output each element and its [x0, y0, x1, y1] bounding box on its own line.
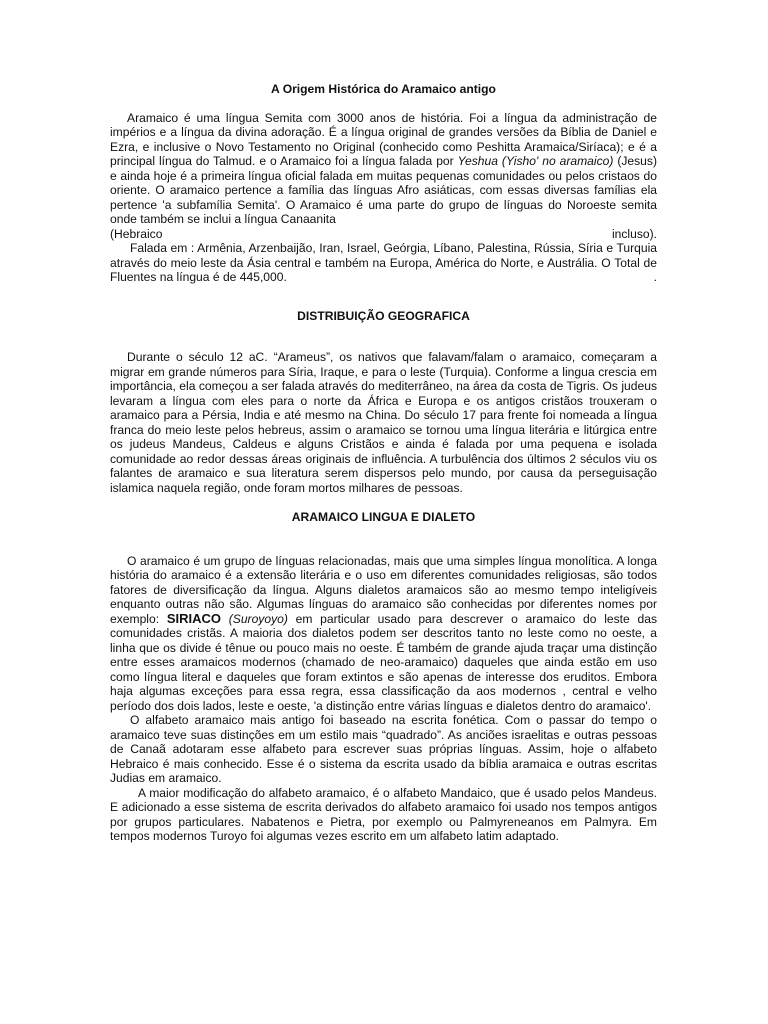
intro-text-2: (Jesus) e ainda hoje é a primeira língua oficial falada em muitas pequenas comunidades ou pelos cristaos do oriente. O aramaico pertence a família das línguas Afro asiáticas, com essas diversas famílias ela pertence 'a subfamília Semita'. O Aramaico é uma parte do grupo de línguas do Noroeste semita onde também se inclui a língua Canaanita — [110, 154, 657, 226]
paragraph-falada-em: Falada em : Armênia, Arzenbaijão, Iran, Israel, Geórgia, Líbano, Palestina, Rússia, Síria e Turquia através do meio leste da Ásia central e também na Europa, América do Norte, e Austrália. O Total de Fluentes na língua é de 445,000. — [110, 241, 657, 284]
heading-origem: A Origem Histórica do Aramaico antigo — [271, 82, 496, 96]
hebraico-right: incluso). — [611, 226, 657, 241]
grupo-text-2: em particular usado para descrever o aramaico do leste das comunidades cristãs. A maioria dos dialetos podem ser descritos tanto no leste como no oeste, a linha que os divide é tênue ou pouco mais no oeste. É também de grande ajuda traçar uma distinção entre esses aramaicos modernos (chamado de neo-aramaico) daqueles que ainda estão em uso como língua literal e daqueles que foram extintos e são apenas de interesse dos eruditos. Embora haja algumas exceções para essa regra, essa classificação da aos modernos , central e velho período dos dois lados, leste e oeste, 'a distinção entre várias línguas e dialetos dentro do aramaico'. — [110, 611, 657, 713]
paragraph-grupo-linguas — [110, 554, 657, 714]
hebraico-left: (Hebraico — [110, 226, 163, 241]
document-page — [110, 82, 657, 844]
paragraph-hebraico-line — [110, 227, 657, 242]
falada-trailing-dot: . — [653, 270, 657, 284]
paragraph-aramaico-intro — [110, 111, 657, 227]
paragraph-falada-wrap — [110, 241, 657, 285]
intro-yeshua-italic: Yeshua (Yisho' no aramaico) — [457, 154, 614, 168]
heading-distribuicao: DISTRIBUIÇÃO GEOGRAFICA — [297, 308, 470, 323]
siriaco-bold: SIRIACO — [166, 610, 221, 626]
grupo-text-1: O aramaico é um grupo de línguas relacionadas, mais que uma simples língua monolítica. A longa história do aramaico é a extensão literária e o uso em diferentes comunidades religiosas, são todos fatores de diversificação da língua. Alguns dialetos aramaicos são ao mesmo tempo inteligíveis enquanto outras não são. Algumas línguas do aramaico são conhecidas por diferentes nomes por exemplo: — [110, 553, 657, 626]
paragraph-distribuicao: Durante o século 12 aC. “Arameus”, os nativos que falavam/falam o aramaico, começaram a migrar em grande números para Síria, Iraque, e para o leste (Turquia). Conforme a lingua crescia em importância, ela começou a ser falada através do mediterrâneo, na área da costa de Tigris. Os judeus levaram a língua com eles para o norte da África e Europa e os antigos cristãos trouxeram o aramaico para a Pérsia, India e até mesmo na China. Do século 17 para frente foi nomeada a língua franca do meio leste pelos hebreus, assim o aramaico se tornou uma língua literária e litúrgica entre os judeus Mandeus, Caldeus e alguns Cristãos e ainda é falada por uma pequena e isolada comunidade ao redor dessas áreas originais de influência. A turbulência dos últimos 2 séculos viu os falantes de aramaico e sua literatura serem dispersos pelo mundo, por causa da perseguisação islamica naquela região, onde foram mortos milhares de pessoas. — [110, 350, 657, 495]
paragraph-alfabeto: O alfabeto aramaico mais antigo foi baseado na escrita fonética. Com o passar do tempo o aramaico teve suas distinções em um estilo mais “quadrado”. As anciões israelitas e outras pessoas de Canaã adotaram esse alfabeto para escrever suas próprias línguas. Assim, hoje o alfabeto Hebraico é mais conhecido. Esse é o sistema da escrita usado da bíblia aramaica e outras escritas Judias em aramaico. — [110, 713, 657, 785]
intro-text-1: Aramaico é uma língua Semita com 3000 anos de história. Foi a língua da administração de impérios e a língua da divina adoração. É a língua original de grandes versões da Bíblia de Daniel e Ezra, e inclusive o Novo Testamento no Original (conhecido como Peshitta Aramaica/Siríaca); e é a principal língua do Talmud. e o Aramaico foi a língua falada por — [110, 110, 657, 168]
paragraph-mandaico: A maior modificação do alfabeto aramaico, é o alfabeto Mandaico, que é usado pelos Mandeus. E adicionado a esse sistema de escrita derivados do alfabeto aramaico foi usado nos tempos antigos por grupos particulares. Nabatenos e Pietra, por exemplo ou Palmyreneanos em Palmyra. Em tempos modernos Turoyo foi algumas vezes escrito em um alfabeto latim adaptado. — [110, 785, 657, 843]
heading-lingua-dialeto: ARAMAICO LINGUA E DIALETO — [291, 510, 476, 524]
suroyoyo-italic: (Suroyoyo) — [228, 611, 288, 626]
grupo-space — [221, 612, 229, 626]
